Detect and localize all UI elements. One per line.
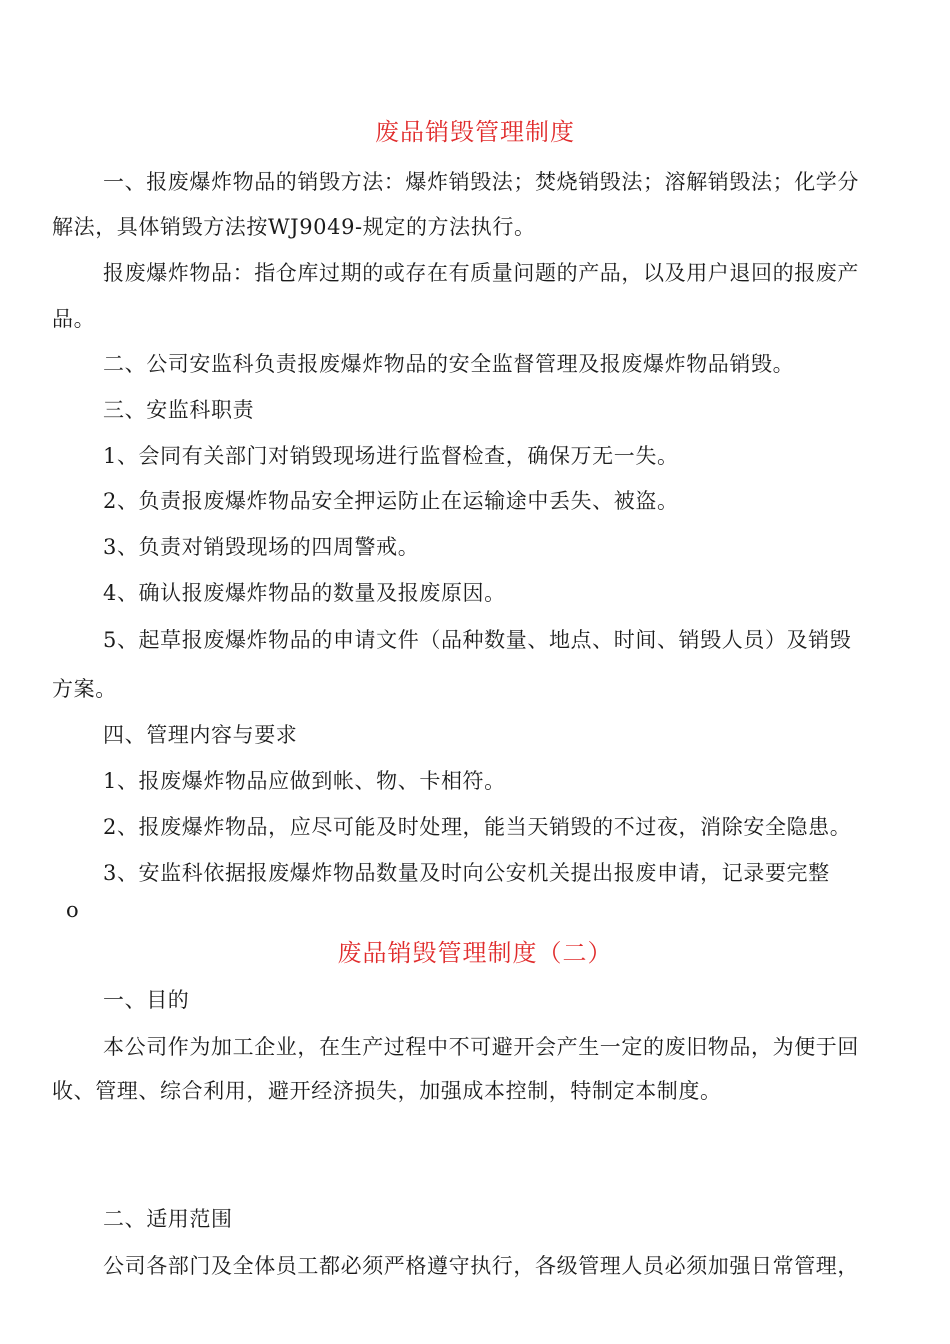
document-title: 废品销毁管理制度	[375, 118, 575, 146]
paragraph-line: 一、报废爆炸物品的销毁方法：爆炸销毁法；焚烧销毁法；溶解销毁法；化学分	[103, 170, 859, 194]
section-heading: 二、适用范围	[103, 1207, 233, 1231]
paragraph-line: 方案。	[52, 677, 117, 701]
section-heading: 一、目的	[103, 988, 190, 1012]
paragraph-line: 本公司作为加工企业，在生产过程中不可避开会产生一定的废旧物品，为便于回	[103, 1035, 859, 1059]
paragraph-line: 解法，具体销毁方法按WJ9049-规定的方法执行。	[52, 215, 536, 239]
stray-character: o	[66, 898, 80, 922]
paragraph-line: 收、管理、综合利用，避开经济损失，加强成本控制，特制定本制度。	[52, 1079, 722, 1103]
document-title-2: 废品销毁管理制度（二）	[337, 939, 613, 967]
paragraph-line: 品。	[52, 307, 96, 331]
list-item: 4、确认报废爆炸物品的数量及报废原因。	[103, 581, 506, 605]
section-heading: 二、公司安监科负责报废爆炸物品的安全监督管理及报废爆炸物品销毁。	[103, 352, 795, 376]
list-item: 1、会同有关部门对销毁现场进行监督检查，确保万无一失。	[103, 444, 679, 468]
paragraph-line: 报废爆炸物品：指仓库过期的或存在有质量问题的产品，以及用户退回的报废产	[103, 261, 859, 285]
list-item: 3、安监科依据报废爆炸物品数量及时向公安机关提出报废申请，记录要完整	[103, 861, 830, 885]
section-heading: 三、安监科职责	[103, 398, 255, 422]
paragraph-line: 公司各部门及全体员工都必须严格遵守执行，各级管理人员必须加强日常管理，	[103, 1254, 859, 1278]
section-heading: 四、管理内容与要求	[103, 723, 298, 747]
list-item: 5、起草报废爆炸物品的申请文件（品种数量、地点、时间、销毁人员）及销毁	[103, 628, 852, 652]
list-item: 2、负责报废爆炸物品安全押运防止在运输途中丢失、被盗。	[103, 489, 679, 513]
list-item: 1、报废爆炸物品应做到帐、物、卡相符。	[103, 769, 506, 793]
list-item: 2、报废爆炸物品，应尽可能及时处理，能当天销毁的不过夜，消除安全隐患。	[103, 815, 852, 839]
list-item: 3、负责对销毁现场的四周警戒。	[103, 535, 420, 559]
